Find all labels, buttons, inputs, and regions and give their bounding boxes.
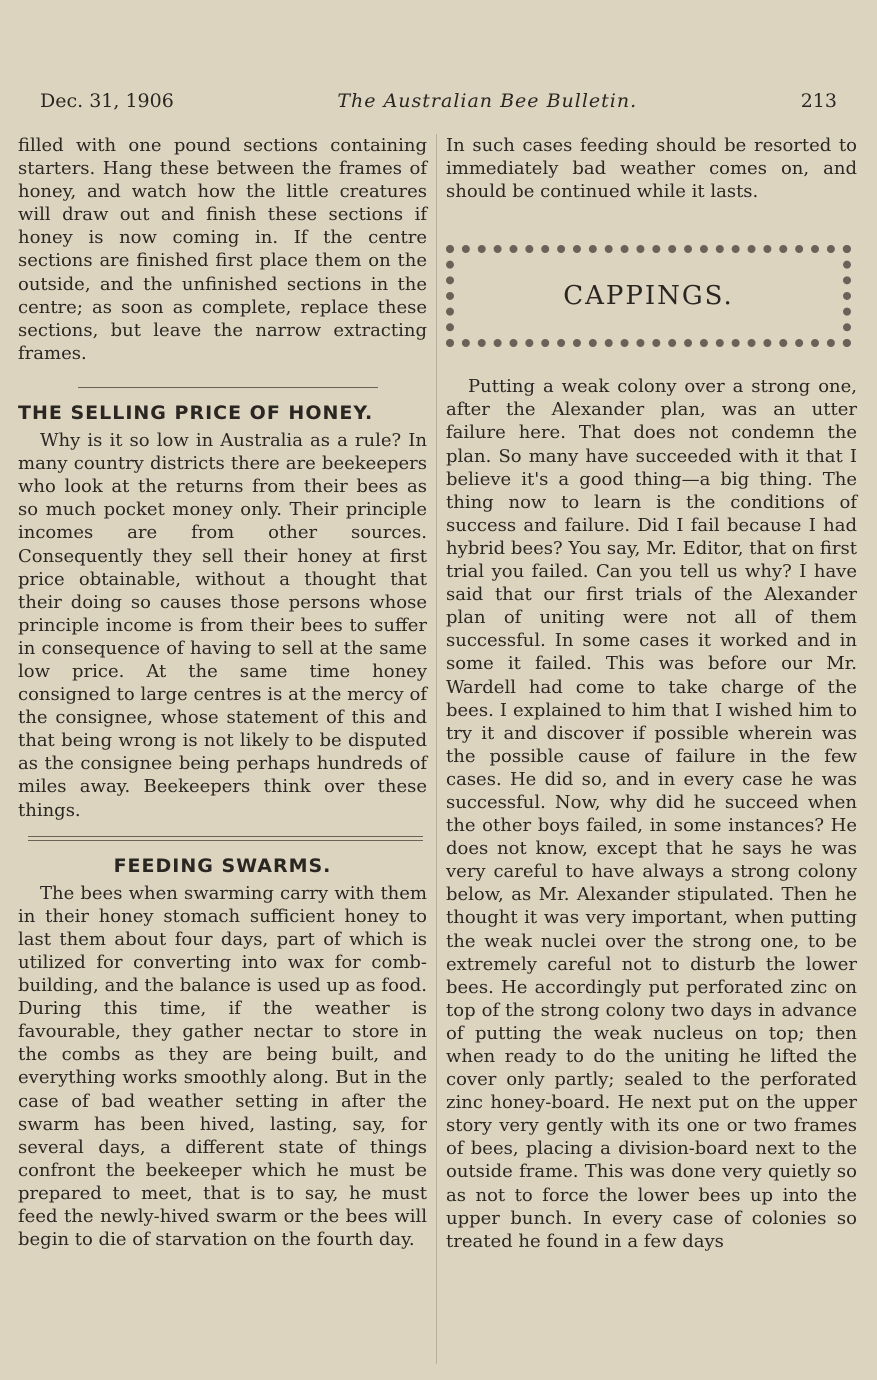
cappings-paragraph: Putting a weak colony over a strong one, after the Alexander plan, was an utter failure here. That does not condemn the plan. So many have succeeded with it that I believe it's a good thing—a big thing. The thing now to learn is the conditions of success and failure. Did I fail because I had hybrid bees? You say, Mr. Editor, that on first trial you failed. Can you tell us why? I have said that our first trials of the Alexander plan of uniting were not all of them successful. In some cases it worked and in some it failed. This was before our Mr. Wardell had come to take charge of the bees. I explained to him that I wished him to try it and discover if possible wherein was the possible cause of failure in the few cases. He did so, and in every case he was successful. Now, why did he succeed when the other boys failed, in some instances? He does not know, except that he says he was very careful to have always a strong colony below, as Mr. Alexander stipulated. Then he thought it was very important, when putting the weak nuclei over the strong one, to be extremely careful not to disturb the lower bees. He accordingly put perforated zinc on top of the strong colony two days in advance of putting the weak nucleus on top; then when ready to do the uniting he lifted the cover only partly; sealed to the perforated zinc honey-board. He next put on the upper story very gently with its one or two frames of bees, placing a division-board next to the outside frame. This was done very quietly so as not to force the lower bees up into the upper bunch. In every case of colonies so treated he found in a few days [446, 376, 857, 1252]
left-column [18, 134, 427, 1251]
publication-title: The Australian Bee Bulletin. [337, 90, 638, 112]
page-header [40, 86, 837, 116]
left-intro-paragraph: filled with one pound sections containing starters. Hang these between the frames of honey, and watch how the little creatures will draw out and finish these sections if honey is now coming in. If the centre sections are finished first place them on the outside, and the unfinished sections in the centre; as soon as complete, replace these sections, but leave the narrow extracting frames. [18, 135, 427, 364]
column-divider [436, 134, 437, 1364]
feeding-swarms-paragraph: The bees when swarming carry with them in their honey stomach sufficient honey to last them about four days, part of which is utilized for converting into wax for comb-building, and the balance is used up as food. During this time, if the weather is favourable, they gather nectar to store in the combs as they are being built, and everything works smoothly along. But in the case of bad weather setting in after the swarm has been hived, lasting, say, for several days, a different state of things confront the beekeeper which he must be prepared to meet, that is to say, he must feed the newly-hived swarm or the bees will begin to die of starvation on the fourth day. [18, 882, 427, 1251]
selling-price-heading: THE SELLING PRICE OF HONEY. [18, 401, 374, 424]
cappings-heading: CAPPINGS. [563, 280, 734, 311]
double-divider [28, 836, 423, 841]
right-column [446, 134, 857, 1253]
cappings-heading-box [446, 245, 851, 347]
page-number: 213 [800, 90, 837, 112]
right-intro-paragraph: In such cases feeding should be resorted to immediately bad weather comes on, and should be continued while it lasts. [446, 135, 857, 203]
feeding-swarms-heading: FEEDING SWARMS. [113, 854, 332, 877]
section-divider [78, 387, 378, 388]
issue-date: Dec. 31, 1906 [40, 90, 174, 112]
selling-price-paragraph: Why is it so low in Australia as a rule? In many country districts there are beekeepers who look at the returns from their bees as so much pocket money only. Their principle incomes are from other sources. Consequently they sell their honey at first price obtainable, without a thought that their doing so causes those persons whose principle income is from their bees to suffer in consequence of having to sell at the same low price. At the same time honey consigned to large centres is at the mercy of the consignee, whose statement of this and that being wrong is not likely to be disputed as the consignee being perhaps hundreds of miles away. Beekeepers think over these things. [18, 430, 427, 821]
